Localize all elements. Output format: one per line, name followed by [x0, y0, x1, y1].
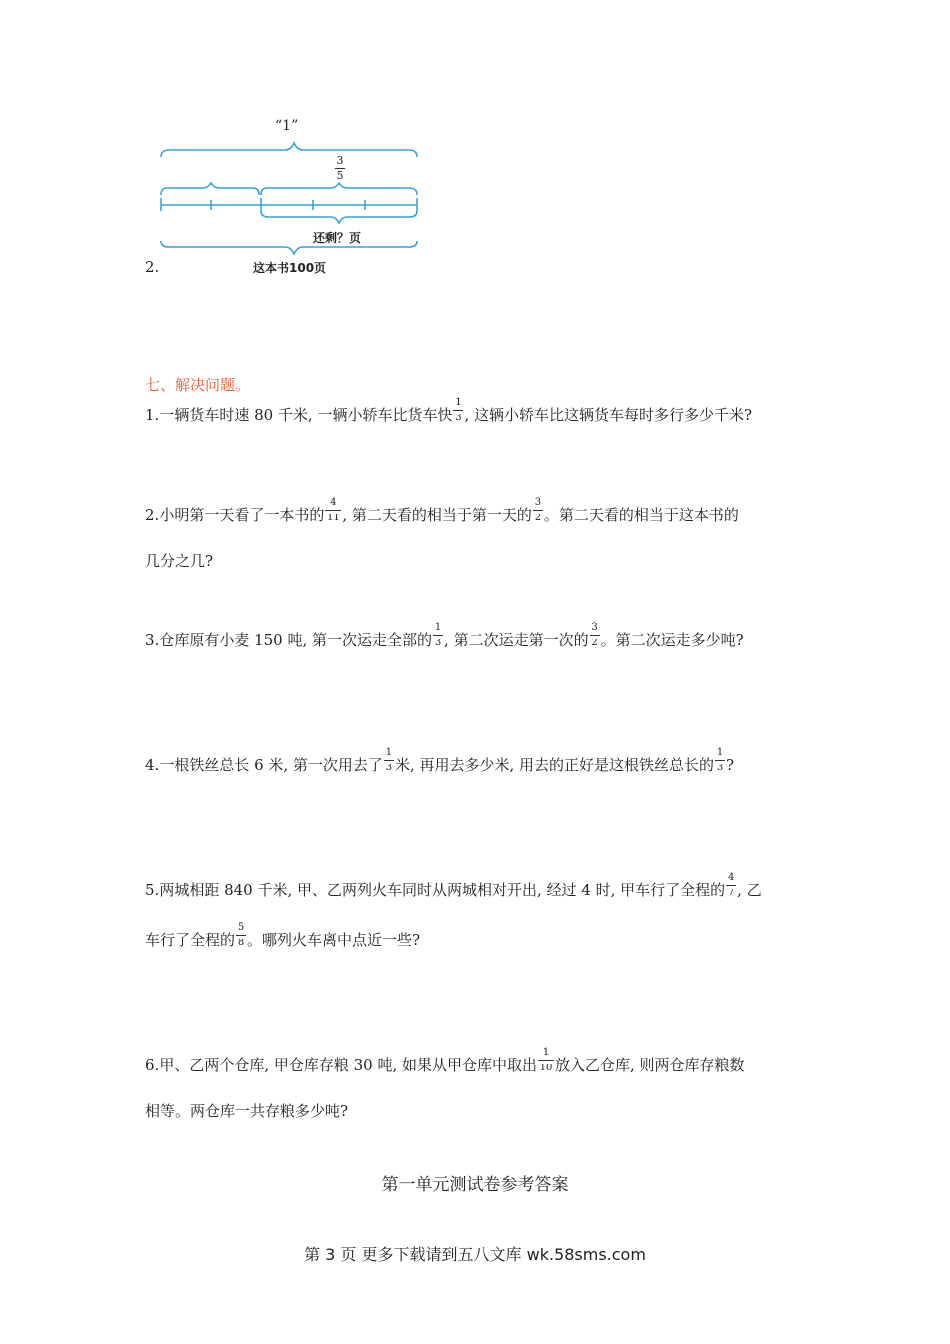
fraction: $\frac{5}{8}$: [237, 922, 245, 946]
question-1: 1.一辆货车时速 80 千米, 一辆小轿车比货车快 $\frac{1}{3}$ , 这辆小轿车比这辆货车每时多行多少千米?: [145, 397, 753, 424]
remain-brace: [261, 211, 417, 223]
question-6: 6.甲、乙两个仓库, 甲仓库存粮 30 吨, 如果从甲仓库中取出 $\frac{1}{10}$ 放入乙仓库, 则两仓库存粮数: [145, 1047, 745, 1074]
question-2: 2.小明第一天看了一本书的 $\frac{4}{11}$ , 第二天看的相当于第一天的 $\frac{3}{2}$ 。第二天看的相当于这本书的: [145, 497, 739, 524]
question-3: 3.仓库原有小麦 150 吨, 第一次运走全部的 $\frac{1}{3}$ , 第二次运走第一次的 $\frac{3}{2}$ 。第二次运走多少吨?: [145, 622, 744, 649]
fraction: $\frac{3}{2}$: [591, 622, 598, 646]
page-footer: 第 3 页 更多下载请到五八文库 wk.58sms.com: [304, 1245, 646, 1264]
fraction: $\frac{4}{7}$: [727, 872, 735, 896]
question-4: 4.一根铁丝总长 6 米, 第一次用去了 $\frac{1}{3}$ 米, 再用去多少米, 用去的正好是这根铁丝总长的 $\frac{1}{3}$ ?: [145, 747, 735, 774]
answer-title: 第一单元测试卷参考答案: [381, 1175, 569, 1195]
question-5-line-2: 车行了全程的 $\frac{5}{8}$ 。哪列火车离中点近一些?: [145, 922, 421, 949]
whole-label: “1”: [275, 118, 299, 134]
fraction-diagram: [145, 115, 435, 280]
book-label: 这本书100页: [253, 261, 327, 275]
diagram-fraction: [333, 155, 347, 182]
book-brace: [161, 241, 417, 254]
diagram-fraction-num: 3: [336, 154, 344, 167]
whole-brace: [161, 143, 417, 157]
fraction: $\frac{1}{3}$: [455, 397, 462, 421]
diagram-item-number: 2.: [145, 258, 160, 276]
brace-diagram-svg: [145, 115, 435, 280]
question-5: 5.两城相距 840 千米, 甲、乙两列火车同时从两城相对开出, 经过 4 时, 甲车行了全程的 $\frac{4}{7}$ , 乙: [145, 872, 762, 899]
question-6-line-2: 相等。两仓库一共存粮多少吨?: [145, 1102, 349, 1120]
fraction: $\frac{3}{2}$: [534, 497, 542, 521]
question-2-line-2: 几分之几?: [145, 552, 214, 570]
diagram-fraction-den: 5: [336, 169, 344, 182]
fraction: $\frac{1}{10}$: [539, 1047, 553, 1071]
remain-label: 还剩？页: [313, 231, 362, 245]
fraction: $\frac{1}{3}$: [385, 747, 393, 771]
left-brace: [161, 183, 259, 195]
fraction: $\frac{1}{3}$: [716, 747, 724, 771]
section-title: 七、解决问题。: [145, 376, 251, 394]
fraction: $\frac{1}{3}$: [434, 622, 442, 646]
right-brace: [261, 183, 417, 195]
fraction: $\frac{4}{11}$: [326, 497, 340, 521]
